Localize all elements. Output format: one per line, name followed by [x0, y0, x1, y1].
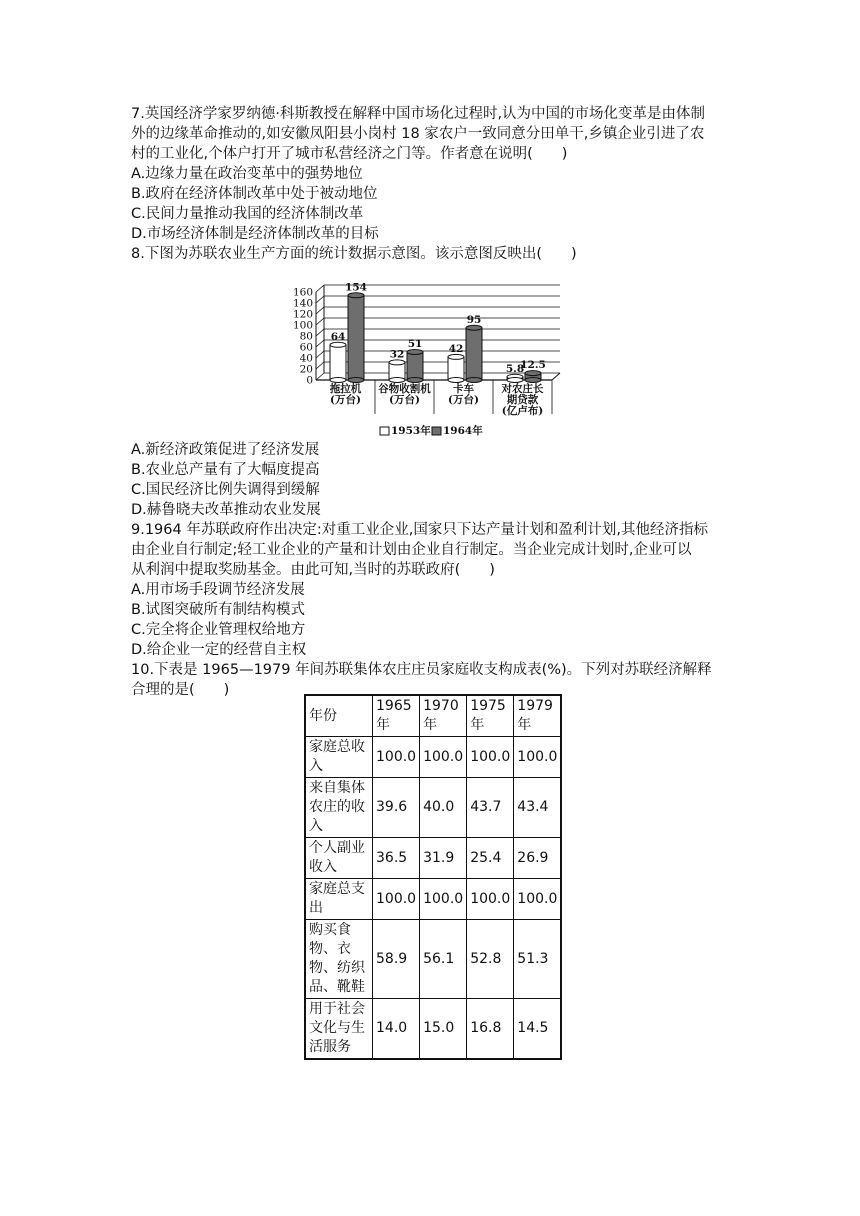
- bar-base-1953年: [448, 378, 464, 383]
- table-header-cell: 年份: [305, 695, 373, 737]
- gridline-slant: [316, 285, 324, 292]
- x-category-label: 谷物收割机: [378, 383, 431, 395]
- q9-option-d: D.给企业一定的经营自主权: [131, 642, 307, 658]
- table-cell: 25.4: [467, 838, 514, 879]
- y-tick-label: 160: [292, 286, 313, 299]
- table-cell: 100.0: [420, 737, 467, 778]
- table-row-label: 用于社会文化与生活服务: [305, 999, 373, 1060]
- table-row-label: 个人副业收入: [305, 838, 373, 879]
- q8-option-a: A.新经济政策促进了经济发展: [131, 442, 320, 458]
- data-label: 154: [345, 281, 367, 294]
- table-header-cell: 1965年: [373, 695, 420, 737]
- q9-option-b: B.试图突破所有制结构模式: [131, 602, 306, 618]
- table-row-label: 购买食物、衣物、纺织品、靴鞋: [305, 920, 373, 999]
- y-tick-label: 120: [292, 308, 313, 321]
- table-cell: 31.9: [420, 838, 467, 879]
- bar-base-1953年: [507, 378, 523, 383]
- y-tick-label: 60: [299, 341, 313, 354]
- q9-stem-line-2: 由企业自行制定;轻工业企业的产量和计划由企业自行制定。当企业完成计划时,企业可以: [131, 542, 692, 558]
- x-category-label: 卡车: [453, 383, 474, 395]
- y-tick-label: 80: [299, 330, 313, 343]
- bar-top-1964年: [407, 349, 423, 354]
- q10-stem-line-2: 合理的是( ): [131, 682, 230, 698]
- y-tick-label: 40: [299, 352, 313, 365]
- table-cell: 14.5: [514, 999, 562, 1060]
- floor-edge: [552, 373, 560, 380]
- q10-stem-line-1: 10.下表是 1965—1979 年间苏联集体农庄庄员家庭收支构成表(%)。下列对苏联经济解释: [131, 662, 712, 678]
- table-cell: 36.5: [373, 838, 420, 879]
- table-header-cell: 1979年: [514, 695, 562, 737]
- table-cell: 14.0: [373, 999, 420, 1060]
- data-label: 42: [448, 342, 464, 355]
- gridline-slant: [316, 307, 324, 314]
- table-cell: 16.8: [467, 999, 514, 1060]
- gridline-slant: [316, 340, 324, 347]
- q9-option-c: C.完全将企业管理权给地方: [131, 622, 306, 638]
- bar-base-1953年: [330, 378, 346, 383]
- table-cell: 58.9: [373, 920, 420, 999]
- table-cell: 40.0: [420, 778, 467, 838]
- legend-label: 1964年: [443, 425, 483, 437]
- legend-swatch-1964年: [432, 427, 441, 435]
- data-label: 5.8: [505, 362, 525, 375]
- data-label: 64: [330, 330, 346, 343]
- soviet-agriculture-bar-chart: [290, 278, 570, 443]
- table-cell: 100.0: [514, 879, 562, 920]
- data-label: 32: [389, 348, 405, 361]
- y-tick-label: 100: [292, 319, 313, 332]
- q9-option-a: A.用市场手段调节经济发展: [131, 582, 305, 598]
- table-cell: 100.0: [467, 737, 514, 778]
- y-tick-label: 140: [292, 297, 313, 310]
- gridline-slant: [316, 351, 324, 358]
- x-category-label: 期贷款: [506, 394, 539, 406]
- gridline-slant: [316, 373, 324, 380]
- q7-stem-line-2: 外的边缘革命推动的,如安徽凤阳县小岗村 18 家农户一致同意分田单干,乡镇企业引进了农: [131, 126, 705, 142]
- table-cell: 39.6: [373, 778, 420, 838]
- bar-base-1964年: [348, 378, 364, 383]
- q7-option-d: D.市场经济体制是经济体制改革的目标: [131, 226, 379, 242]
- bar-top-1964年: [348, 293, 364, 298]
- table-row: [305, 920, 561, 999]
- gridline-slant: [316, 318, 324, 325]
- bar-top-1964年: [525, 371, 541, 376]
- bar-base-1964年: [466, 378, 482, 383]
- x-category-label: (亿卢布): [501, 405, 544, 417]
- x-category-label: 拖拉机: [329, 383, 362, 395]
- table-cell: 100.0: [373, 879, 420, 920]
- y-tick-label: 20: [299, 363, 313, 376]
- table-header-cell: 1975年: [467, 695, 514, 737]
- data-label: 12.5: [520, 359, 546, 372]
- q7-stem-line-3: 村的工业化,个体户打开了城市私营经济之门等。作者意在说明( ): [131, 146, 568, 162]
- bar-top-1953年: [389, 360, 405, 365]
- bar-top-1964年: [466, 325, 482, 330]
- gridline-slant: [316, 362, 324, 369]
- table-row: [305, 737, 561, 778]
- bar-1964年: [466, 328, 482, 380]
- table-row: [305, 838, 561, 879]
- q7-stem-line-1: 7.英国经济学家罗纳德·科斯教授在解释中国市场化过程时,认为中国的市场化变革是由体制: [131, 106, 706, 122]
- table-cell: 100.0: [467, 879, 514, 920]
- table-cell: 100.0: [420, 879, 467, 920]
- table-cell: 43.7: [467, 778, 514, 838]
- table-header-cell: 1970年: [420, 695, 467, 737]
- bar-1953年: [448, 357, 464, 380]
- q7-option-b: B.政府在经济体制改革中处于被动地位: [131, 186, 378, 202]
- q8-option-b: B.农业总产量有了大幅度提高: [131, 462, 320, 478]
- table-cell: 15.0: [420, 999, 467, 1060]
- bar-1953年: [330, 345, 346, 380]
- bar-top-1953年: [330, 342, 346, 347]
- q8-option-c: C.国民经济比例失调得到缓解: [131, 482, 320, 498]
- q7-option-c: C.民间力量推动我国的经济体制改革: [131, 206, 364, 222]
- bar-1964年: [407, 352, 423, 380]
- y-tick-label: 0: [306, 374, 313, 387]
- table-row-label: 家庭总收入: [305, 737, 373, 778]
- table-row-label: 家庭总支出: [305, 879, 373, 920]
- q9-stem-line-1: 9.1964 年苏联政府作出决定:对重工业企业,国家只下达产量计划和盈利计划,其他经济指标: [131, 522, 708, 538]
- table-cell: 51.3: [514, 920, 562, 999]
- table-row: [305, 999, 561, 1060]
- bar-top-1953年: [448, 354, 464, 359]
- q7-option-a: A.边缘力量在政治变革中的强势地位: [131, 166, 363, 182]
- bar-base-1964年: [525, 378, 541, 383]
- bar-base-1964年: [407, 378, 423, 383]
- gridline-slant: [316, 296, 324, 303]
- table-cell: 43.4: [514, 778, 562, 838]
- q8-option-d: D.赫鲁晓夫改革推动农业发展: [131, 502, 321, 518]
- legend-label: 1953年: [391, 425, 431, 437]
- table-header-row: [305, 695, 561, 737]
- income-expenditure-table: [304, 694, 562, 1060]
- table-row: [305, 778, 561, 838]
- data-label: 95: [466, 313, 482, 326]
- table-cell: 56.1: [420, 920, 467, 999]
- table-row-label: 来自集体农庄的收入: [305, 778, 373, 838]
- x-category-label: (万台): [448, 394, 479, 406]
- table-row: [305, 879, 561, 920]
- table-cell: 100.0: [514, 737, 562, 778]
- x-category-label: 对农庄长: [501, 383, 544, 395]
- bar-base-1953年: [389, 378, 405, 383]
- legend-swatch-1953年: [380, 427, 389, 435]
- bar-chart-svg: [290, 278, 570, 443]
- table-cell: 100.0: [373, 737, 420, 778]
- q9-stem-line-3: 从利润中提取奖励基金。由此可知,当时的苏联政府( ): [131, 562, 495, 578]
- q8-stem-line-1: 8.下图为苏联农业生产方面的统计数据示意图。该示意图反映出( ): [131, 246, 577, 262]
- x-category-label: (万台): [389, 394, 420, 406]
- data-label: 51: [407, 337, 423, 350]
- x-category-label: (万台): [330, 394, 361, 406]
- gridline-slant: [316, 329, 324, 336]
- bar-1964年: [348, 295, 364, 380]
- table-cell: 52.8: [467, 920, 514, 999]
- table-cell: 26.9: [514, 838, 562, 879]
